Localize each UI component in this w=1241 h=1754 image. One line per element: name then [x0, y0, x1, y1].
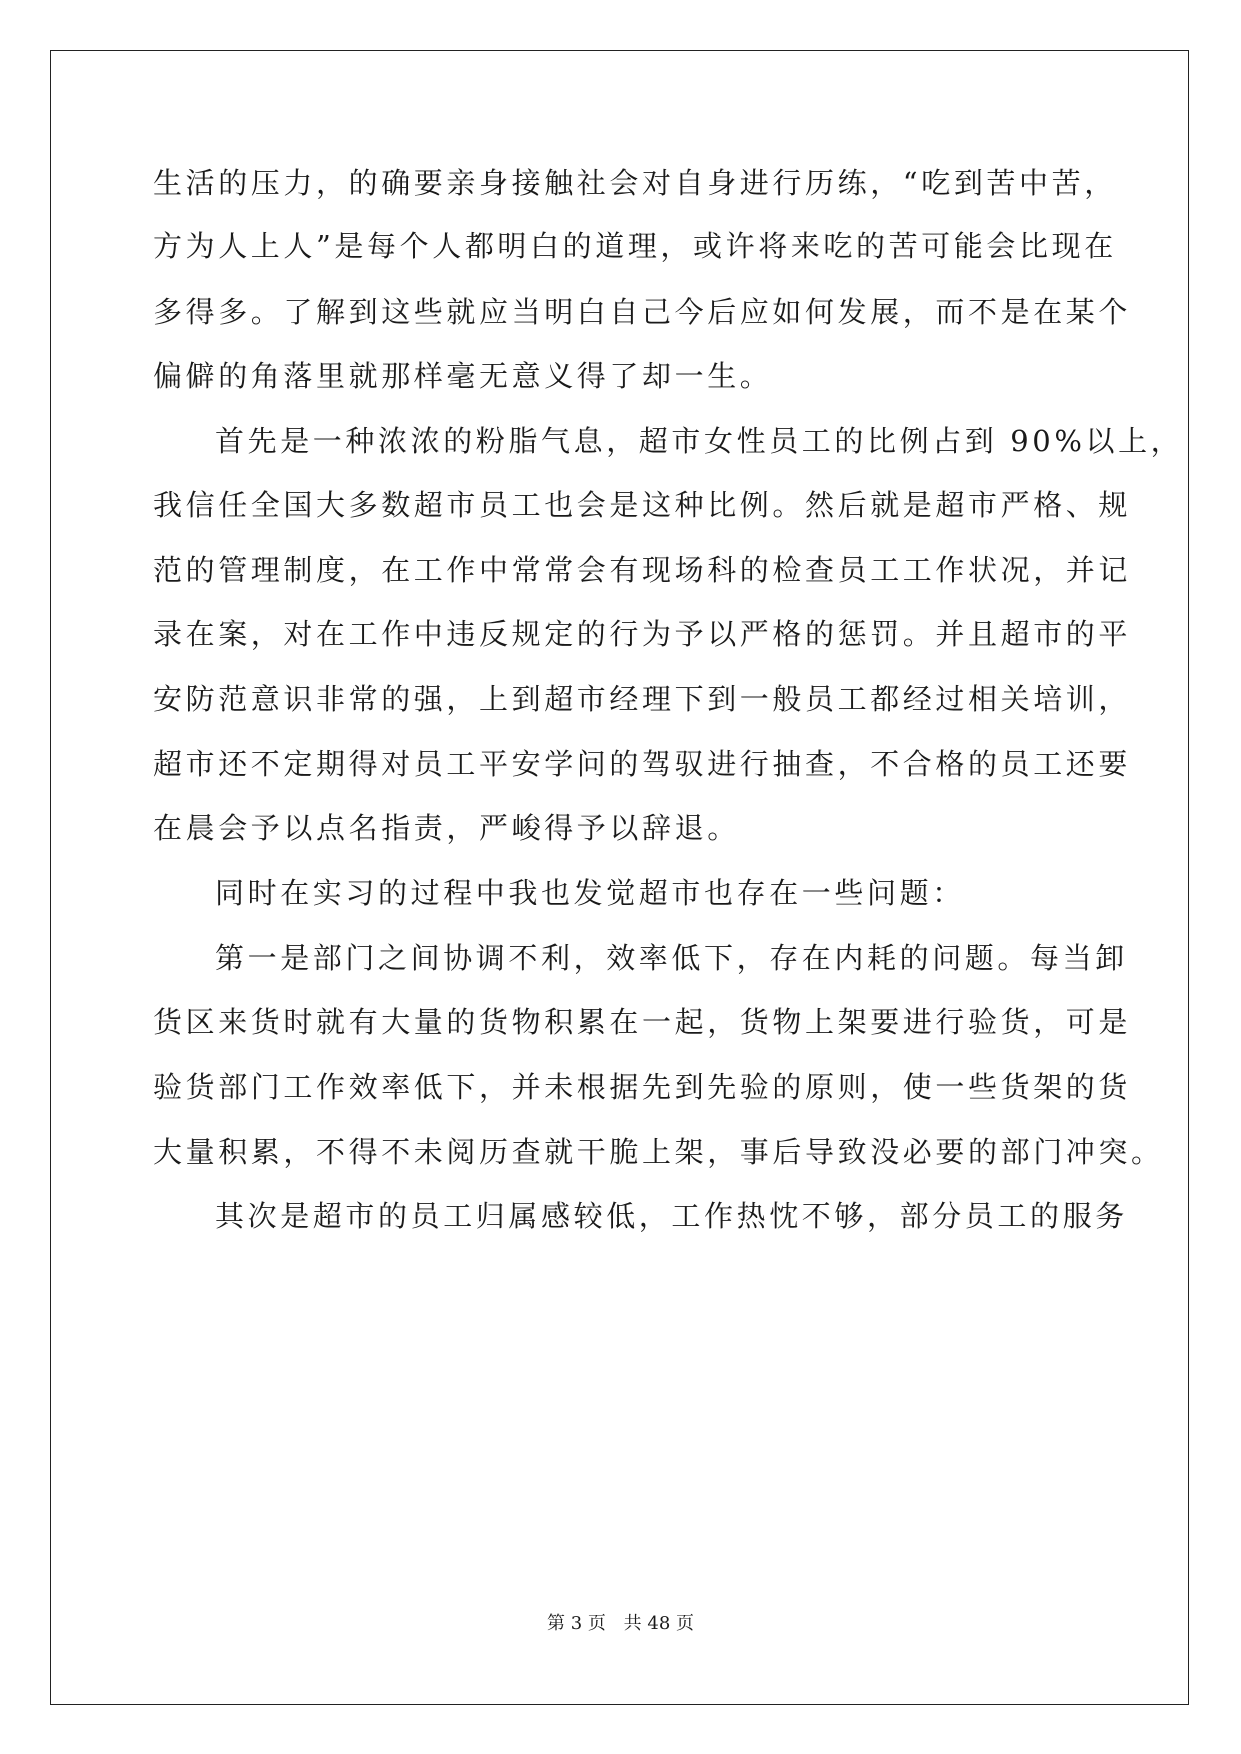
page-footer	[0, 1612, 1241, 1636]
text-line: 多得多。了解到这些就应当明白自己今后应如何发展，而不是在某个	[153, 295, 1132, 329]
text-line: 安防范意识非常的强，上到超市经理下到一般员工都经过相关培训，	[153, 682, 1132, 716]
text-line: 我信任全国大多数超市员工也会是这种比例。然后就是超市严格、规	[153, 488, 1132, 522]
text-line: 验货部门工作效率低下，并未根据先到先验的原则，使一些货架的货	[153, 1070, 1132, 1104]
text-line: 偏僻的角落里就那样毫无意义得了却一生。	[153, 359, 773, 393]
text-line: 范的管理制度，在工作中常常会有现场科的检查员工工作状况，并记	[153, 553, 1132, 587]
text-line: 第一是部门之间协调不利，效率低下，存在内耗的问题。每当卸	[215, 941, 1128, 975]
text-line: 录在案，对在工作中违反规定的行为予以严格的惩罚。并且超市的平	[153, 617, 1132, 651]
total-pages: 共 48 页	[623, 1613, 694, 1634]
text-line: 方为人上人”是每个人都明白的道理，或许将来吃的苦可能会比现在	[153, 229, 1117, 263]
text-line: 首先是一种浓浓的粉脂气息，超市女性员工的比例占到 90%以上，	[215, 424, 1184, 458]
text-line: 大量积累，不得不未阅历查就干脆上架，事后导致没必要的部门冲突。	[153, 1135, 1164, 1169]
text-line: 在晨会予以点名指责，严峻得予以辞退。	[153, 811, 740, 845]
text-line: 生活的压力，的确要亲身接触社会对自身进行历练，“吃到苦中苦，	[153, 166, 1117, 200]
text-line: 其次是超市的员工归属感较低，工作热忱不够，部分员工的服务	[215, 1199, 1128, 1233]
page-number: 第 3 页	[547, 1613, 606, 1634]
text-line: 超市还不定期得对员工平安学问的驾驭进行抽查，不合格的员工还要	[153, 747, 1132, 781]
text-line: 同时在实习的过程中我也发觉超市也存在一些问题：	[215, 876, 965, 910]
text-line: 货区来货时就有大量的货物积累在一起，货物上架要进行验货，可是	[153, 1005, 1132, 1039]
